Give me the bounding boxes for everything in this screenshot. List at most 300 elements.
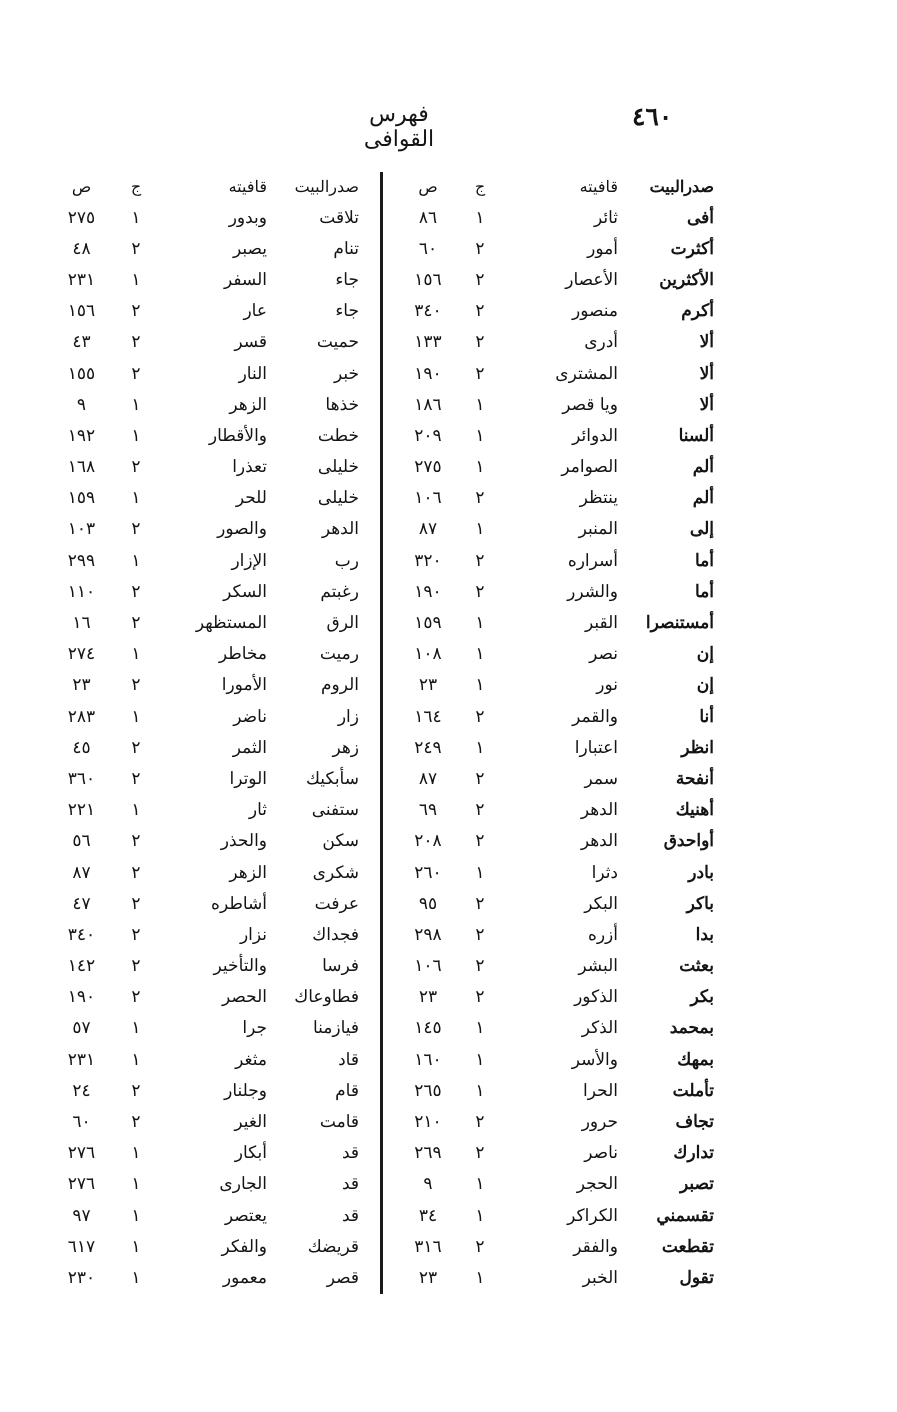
index-row [46, 982, 361, 1013]
entry-qafiya: وبدور [228, 207, 267, 228]
entry-qafiya: منصور [572, 301, 618, 322]
index-row [46, 202, 361, 233]
entry-sadr: فجداك [312, 924, 359, 945]
entry-juz: ٢ [475, 956, 485, 977]
index-row [46, 1169, 361, 1200]
index-row [46, 826, 361, 857]
index-row [46, 389, 361, 420]
entry-sadr: سكن [322, 831, 359, 852]
entry-qafiya: والأسر [571, 1049, 618, 1070]
entry-qafiya: الثمر [232, 737, 267, 758]
index-row [46, 1138, 361, 1169]
entry-juz: ١ [131, 644, 141, 665]
entry-qafiya: أشاطره [211, 893, 267, 914]
entry-juz: ١ [131, 1267, 141, 1288]
entry-qafiya: وجلنار [224, 1080, 267, 1101]
entry-sadr: قامت [319, 1112, 359, 1133]
entry-qafiya: الأعصار [565, 269, 618, 290]
entry-qafiya: الوترا [229, 768, 267, 789]
entry-sadr: ألا [699, 363, 714, 384]
entry-qafiya: والحذر [220, 831, 267, 852]
index-row [46, 327, 361, 358]
left-index-body [46, 202, 361, 1294]
index-row [46, 296, 361, 327]
entry-page: ١٦٨ [67, 457, 96, 478]
entry-page: ٢٨٣ [67, 706, 96, 727]
entry-page: ٦٠ [72, 1112, 91, 1133]
entry-page: ٢٧٦ [67, 1143, 96, 1164]
entry-sadr: ستفنى [311, 800, 359, 821]
entry-page: ١٥٦ [414, 269, 442, 290]
entry-juz: ٢ [131, 581, 141, 602]
right-index-body [396, 202, 716, 1294]
entry-juz: ١ [131, 269, 141, 290]
entry-juz: ١ [131, 550, 141, 571]
entry-juz: ١ [475, 862, 485, 883]
entry-qafiya: المستظهر [195, 613, 267, 634]
left-header-row [46, 172, 361, 202]
entry-qafiya: جرا [242, 1018, 267, 1039]
entry-sadr: انظر [681, 737, 714, 758]
entry-qafiya: ناضر [233, 706, 267, 727]
entry-qafiya: الخبر [582, 1267, 618, 1288]
entry-juz: ٢ [475, 269, 485, 290]
entry-juz: ٢ [475, 831, 485, 852]
entry-sadr: فرسا [322, 956, 359, 977]
entry-page: ١١٠ [67, 581, 96, 602]
entry-juz: ٢ [131, 238, 141, 259]
entry-qafiya: والتأخير [213, 956, 267, 977]
entry-juz: ١ [131, 1205, 141, 1226]
entry-page: ١٩٢ [67, 425, 96, 446]
entry-juz: ٢ [131, 675, 141, 696]
entry-page: ٣٤ [418, 1205, 438, 1226]
index-row [396, 763, 716, 794]
entry-page: ١٠٦ [414, 956, 442, 977]
entry-sadr: رغبتم [320, 581, 359, 602]
entry-sadr: أكرم [681, 301, 714, 322]
index-row [46, 1106, 361, 1137]
index-row [396, 1013, 716, 1044]
entry-sadr: ألا [699, 332, 714, 353]
entry-juz: ١ [475, 1018, 485, 1039]
entry-qafiya: الزهر [229, 394, 267, 415]
entry-sadr: قد [341, 1143, 359, 1164]
entry-page: ٢٦٠ [414, 862, 442, 883]
entry-juz: ١ [475, 1080, 485, 1101]
entry-sadr: تقول [679, 1267, 714, 1288]
entry-page: ٨٦ [418, 207, 438, 228]
entry-juz: ٢ [131, 1080, 141, 1101]
entry-page: ٣٦٠ [67, 768, 96, 789]
entry-page: ١٤٥ [414, 1018, 442, 1039]
entry-page: ٢٧٦ [67, 1174, 96, 1195]
entry-sadr: قصر [326, 1267, 359, 1288]
entry-page: ٩ [423, 1174, 433, 1195]
entry-page: ٩ [76, 394, 87, 415]
entry-juz: ٢ [131, 893, 141, 914]
entry-qafiya: ثار [248, 800, 267, 821]
index-row [396, 576, 716, 607]
entry-juz: ٢ [475, 768, 485, 789]
entry-sadr: تأملت [672, 1080, 714, 1101]
index-row [396, 1200, 716, 1231]
entry-juz: ١ [131, 1236, 141, 1257]
index-row [46, 1044, 361, 1075]
entry-sadr: بادر [688, 862, 714, 883]
entry-sadr: الدهر [321, 519, 359, 540]
header-sadr: صدرالبيت [294, 177, 359, 196]
entry-qafiya: النار [238, 363, 267, 384]
entry-page: ٢٠٩ [414, 425, 442, 446]
entry-qafiya: ثائر [593, 207, 618, 228]
index-row [396, 701, 716, 732]
entry-sadr: فطاوعاك [294, 987, 359, 1008]
entry-page: ٣١٦ [414, 1236, 442, 1257]
entry-juz: ٢ [475, 581, 485, 602]
entry-qafiya: والشرر [567, 581, 618, 602]
entry-sadr: جاء [335, 269, 359, 290]
entry-sadr: تلاقت [319, 207, 359, 228]
entry-page: ٦١٧ [67, 1236, 96, 1257]
entry-page: ٢١٠ [414, 1112, 442, 1133]
entry-qafiya: اعتبارا [574, 737, 618, 758]
entry-page: ١٩٠ [67, 987, 96, 1008]
entry-page: ٤٣ [72, 332, 91, 353]
index-row [46, 670, 361, 701]
index-row [46, 639, 361, 670]
index-row [46, 607, 361, 638]
entry-sadr: الرق [326, 613, 359, 634]
entry-juz: ٢ [475, 488, 485, 509]
entry-qafiya: البشر [578, 956, 618, 977]
index-row [46, 1200, 361, 1231]
index-row [396, 826, 716, 857]
entry-qafiya: والفقر [573, 1236, 618, 1257]
entry-qafiya: أسراره [567, 550, 618, 571]
entry-qafiya: والصور [217, 519, 267, 540]
index-row [396, 389, 716, 420]
entry-qafiya: الصوامر [561, 457, 618, 478]
entry-qafiya: البكر [584, 893, 618, 914]
entry-page: ٢٧٥ [67, 207, 96, 228]
entry-juz: ١ [131, 488, 141, 509]
index-row [396, 202, 716, 233]
entry-juz: ٢ [475, 987, 485, 1008]
index-row [396, 296, 716, 327]
entry-page: ١٠٣ [67, 519, 96, 540]
entry-qafiya: قسر [234, 332, 267, 353]
entry-juz: ١ [475, 644, 485, 665]
entry-juz: ١ [475, 394, 485, 415]
entry-page: ١٥٩ [414, 613, 442, 634]
entry-sadr: ألم [692, 457, 714, 478]
entry-sadr: خليلى [317, 457, 359, 478]
entry-sadr: خطت [317, 425, 359, 446]
entry-qafiya: معمور [222, 1267, 267, 1288]
entry-page: ٥٧ [72, 1018, 91, 1039]
entry-juz: ١ [475, 1205, 485, 1226]
entry-page: ٢٦٥ [414, 1080, 442, 1101]
entry-qafiya: نور [596, 675, 618, 696]
entry-juz: ٢ [475, 893, 485, 914]
entry-page: ٢٣١ [67, 1049, 96, 1070]
index-row [46, 919, 361, 950]
entry-qafiya: الزهر [229, 862, 267, 883]
entry-page: ٢٧٤ [67, 644, 96, 665]
entry-sadr: زار [337, 706, 359, 727]
entry-qafiya: يصبر [233, 238, 267, 259]
entry-juz: ٢ [131, 956, 141, 977]
entry-juz: ٢ [131, 987, 141, 1008]
entry-sadr: تقطعت [661, 1236, 714, 1257]
entry-juz: ١ [131, 1018, 141, 1039]
entry-qafiya: الذكور [574, 987, 618, 1008]
header-page: ص [418, 177, 438, 196]
entry-page: ٢٣ [418, 675, 438, 696]
entry-page: ٢٩٩ [67, 550, 96, 571]
entry-page: ١٥٦ [67, 301, 96, 322]
entry-qafiya: الذكر [581, 1018, 618, 1039]
entry-juz: ٢ [475, 1143, 485, 1164]
index-row [46, 264, 361, 295]
entry-qafiya: مخاطر [218, 644, 267, 665]
right-header-row [396, 172, 716, 202]
entry-qafiya: الحصر [222, 987, 267, 1008]
index-row [46, 452, 361, 483]
entry-qafiya: ويا قصر [562, 394, 618, 415]
entry-qafiya: سمر [584, 768, 618, 789]
entry-qafiya: يعتصر [224, 1205, 267, 1226]
entry-page: ١٦٤ [414, 706, 442, 727]
entry-qafiya: القبر [584, 613, 618, 634]
entry-page: ٦٩ [418, 800, 438, 821]
index-row [396, 982, 716, 1013]
entry-juz: ٢ [475, 924, 485, 945]
entry-juz: ٢ [131, 519, 141, 540]
index-row [46, 1013, 361, 1044]
index-row [396, 233, 716, 264]
entry-sadr: سأبكيك [305, 768, 359, 789]
column-divider [380, 172, 383, 1294]
entry-sadr: فيازمنا [312, 1018, 359, 1039]
index-row [396, 452, 716, 483]
page-number: ٤٦٠ [632, 102, 673, 131]
header-juz: ج [474, 177, 486, 196]
entry-page: ٢٠٨ [414, 831, 442, 852]
header-sadr: صدرالبيت [649, 177, 714, 196]
index-row [396, 1262, 716, 1293]
index-row [396, 1106, 716, 1137]
entry-page: ٢٣ [72, 675, 91, 696]
entry-sadr: إن [696, 675, 714, 696]
entry-qafiya: دثرا [591, 862, 618, 883]
entry-juz: ٢ [475, 1112, 485, 1133]
entry-page: ٨٧ [72, 862, 91, 883]
index-row [46, 732, 361, 763]
entry-juz: ٢ [131, 613, 141, 634]
index-row [396, 1169, 716, 1200]
entry-juz: ٢ [131, 301, 141, 322]
index-row [46, 1262, 361, 1293]
entry-juz: ٢ [131, 862, 141, 883]
entry-juz: ٢ [131, 332, 141, 353]
header-qafiya: قافيته [579, 177, 618, 196]
entry-juz: ٢ [475, 1236, 485, 1257]
entry-page: ١٥٩ [67, 488, 96, 509]
index-row [396, 1138, 716, 1169]
entry-page: ٣٤٠ [67, 924, 96, 945]
entry-sadr: الأكثرين [659, 269, 714, 290]
entry-sadr: أفى [686, 207, 714, 228]
entry-page: ١٠٦ [414, 488, 442, 509]
entry-page: ٢٤٩ [414, 737, 442, 758]
entry-sadr: خذها [325, 394, 359, 415]
entry-sadr: جاء [335, 301, 359, 322]
entry-juz: ٢ [475, 238, 485, 259]
entry-juz: ١ [131, 1049, 141, 1070]
entry-sadr: أنفحة [675, 768, 714, 789]
entry-sadr: ألا [699, 394, 714, 415]
entry-juz: ١ [475, 737, 485, 758]
entry-page: ١٤٢ [67, 956, 96, 977]
entry-page: ١٩٠ [414, 581, 442, 602]
entry-sadr: بمهك [677, 1049, 714, 1070]
entry-qafiya: ناصر [584, 1143, 618, 1164]
entry-sadr: تقسمني [656, 1205, 714, 1226]
entry-sadr: الروم [320, 675, 359, 696]
index-row [396, 670, 716, 701]
entry-juz: ١ [131, 1174, 141, 1195]
entry-page: ٢٢١ [67, 800, 96, 821]
index-row [46, 576, 361, 607]
entry-qafiya: السفر [223, 269, 267, 290]
index-row [396, 1075, 716, 1106]
entry-juz: ١ [131, 394, 141, 415]
index-row [396, 514, 716, 545]
entry-qafiya: أدرى [584, 332, 618, 353]
entry-juz: ٢ [131, 768, 141, 789]
index-row [396, 607, 716, 638]
entry-page: ٤٧ [72, 893, 91, 914]
entry-juz: ١ [131, 425, 141, 446]
entry-qafiya: الإزار [231, 550, 267, 571]
entry-qafiya: والأقطار [208, 425, 267, 446]
entry-page: ١٥٥ [67, 363, 96, 384]
index-row [396, 545, 716, 576]
entry-sadr: بعثت [679, 956, 714, 977]
entry-qafiya: والفكر [221, 1236, 267, 1257]
entry-page: ٨٧ [418, 768, 438, 789]
entry-qafiya: مثغر [235, 1049, 267, 1070]
entry-page: ٤٥ [72, 737, 91, 758]
entry-sadr: قاد [338, 1049, 359, 1070]
entry-juz: ٢ [475, 800, 485, 821]
entry-qafiya: المشترى [555, 363, 618, 384]
entry-qafiya: أزره [587, 924, 618, 945]
entry-page: ٢٣ [418, 987, 438, 1008]
entry-page: ٢٣٠ [67, 1267, 96, 1288]
entry-page: ١٨٦ [414, 394, 442, 415]
entry-juz: ١ [475, 207, 485, 228]
index-row [46, 514, 361, 545]
entry-qafiya: للحر [235, 488, 267, 509]
entry-qafiya: الدهر [580, 831, 618, 852]
entry-qafiya: حرور [581, 1112, 618, 1133]
entry-page: ١٦٠ [414, 1049, 442, 1070]
entry-sadr: أنا [699, 706, 714, 727]
index-row [396, 264, 716, 295]
entry-qafiya: السكر [223, 581, 267, 602]
entry-page: ٣٢٠ [414, 550, 442, 571]
entry-juz: ٢ [475, 332, 485, 353]
index-row [46, 795, 361, 826]
entry-juz: ٢ [131, 363, 141, 384]
entry-qafiya: عار [243, 301, 267, 322]
entry-qafiya: أمور [587, 238, 618, 259]
header-juz: ج [130, 177, 142, 196]
entry-sadr: رب [334, 550, 359, 571]
entry-qafiya: الأمورا [221, 675, 267, 696]
entry-sadr: تنام [333, 238, 359, 259]
index-row [396, 358, 716, 389]
entry-qafiya: الكراكر [567, 1205, 618, 1226]
entry-juz: ١ [475, 457, 485, 478]
index-row [396, 327, 716, 358]
entry-page: ٩٥ [418, 893, 438, 914]
entry-juz: ١ [475, 425, 485, 446]
header-page: ص [71, 177, 92, 196]
entry-page: ١٣٣ [414, 332, 442, 353]
index-row [46, 857, 361, 888]
entry-juz: ٢ [131, 737, 141, 758]
entry-juz: ١ [475, 1267, 485, 1288]
index-row [396, 857, 716, 888]
right-index-table [396, 172, 716, 1294]
entry-sadr: أواحدق [663, 831, 714, 852]
entry-juz: ٢ [131, 924, 141, 945]
entry-page: ٢٧٥ [414, 457, 442, 478]
entry-sadr: أكثرت [670, 238, 714, 259]
header-qafiya: قافيته [228, 177, 267, 196]
entry-juz: ٢ [131, 1112, 141, 1133]
entry-sadr: تصبر [680, 1174, 714, 1195]
left-index-table [46, 172, 361, 1294]
entry-sadr: إلى [689, 519, 714, 540]
index-row [46, 233, 361, 264]
entry-page: ٢٩٨ [414, 924, 442, 945]
index-row [396, 1231, 716, 1262]
entry-juz: ١ [475, 675, 485, 696]
entry-qafiya: المنبر [578, 519, 618, 540]
entry-qafiya: والقمر [572, 706, 618, 727]
entry-page: ٨٧ [418, 519, 438, 540]
entry-juz: ١ [475, 613, 485, 634]
entry-juz: ٢ [475, 706, 485, 727]
entry-juz: ١ [131, 207, 141, 228]
entry-qafiya: نصر [589, 644, 618, 665]
index-row [396, 919, 716, 950]
entry-qafiya: الغير [234, 1112, 267, 1133]
index-row [396, 732, 716, 763]
entry-juz: ١ [475, 1174, 485, 1195]
entry-juz: ١ [131, 706, 141, 727]
entry-sadr: أما [694, 550, 714, 571]
entry-sadr: بدا [695, 924, 714, 945]
entry-sadr: بمحمد [669, 1018, 714, 1039]
entry-page: ٥٦ [72, 831, 91, 852]
entry-sadr: إن [696, 644, 714, 665]
